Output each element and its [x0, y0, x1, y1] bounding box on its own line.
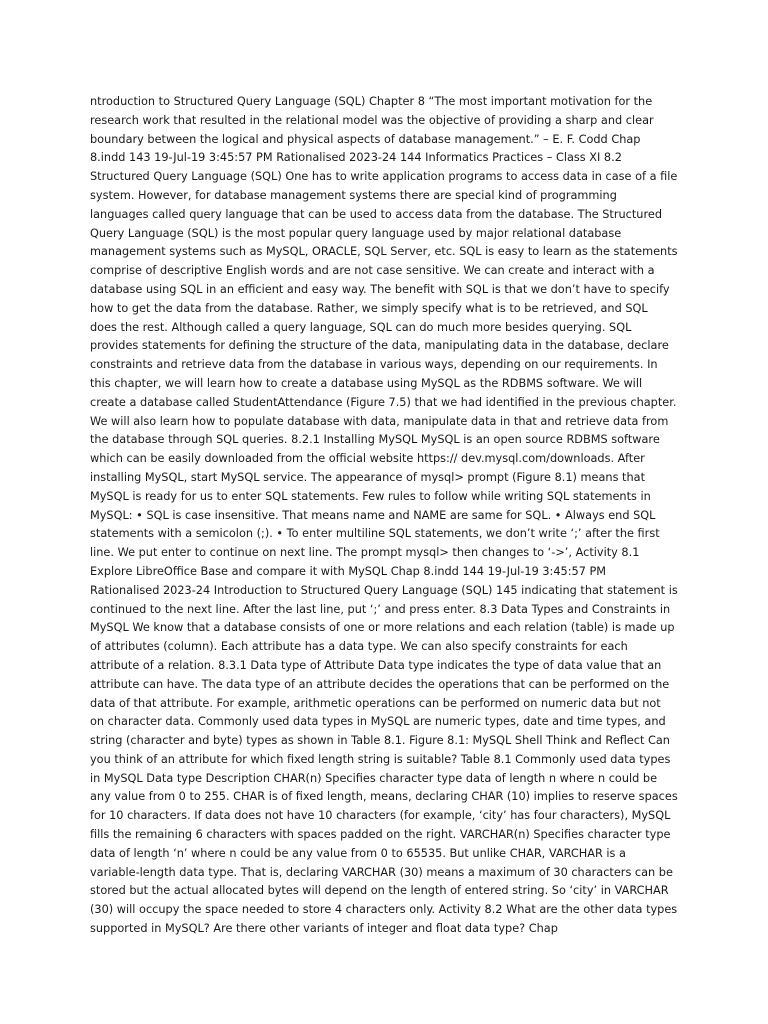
document-page — [90, 93, 678, 1013]
document-body-text: ntroduction to Structured Query Language (SQL) Chapter 8 “The most important motivation for the research work that resulted in the relational model was the objective of providing a sharp and clear boundary between the logical and physical aspects of database management.” – E. F. Codd Chap 8.indd 143 19-Jul-19 3:45:57 PM Rationalised 2023-24 144 Informatics Practices – Class XI 8.2 Structured Query Language (SQL) One has to write application programs to access data in case of a file system. However, for database management systems there are special kind of programming languages called query language that can be used to access data from the database. The Structured Query Language (SQL) is the most popular query language used by major relational database management systems such as MySQL, ORACLE, SQL Server, etc. SQL is easy to learn as the statements comprise of descriptive English words and are not case sensitive. We can create and interact with a database using SQL in an efficient and easy way. The benefit with SQL is that we don’t have to specify how to get the data from the database. Rather, we simply specify what is to be retrieved, and SQL does the rest. Although called a query language, SQL can do much more besides querying. SQL provides statements for defining the structure of the data, manipulating data in the database, declare constraints and retrieve data from the database in various ways, depending on our requirements. In this chapter, we will learn how to create a database using MySQL as the RDBMS software. We will create a database called StudentAttendance (Figure 7.5) that we had identified in the previous chapter. We will also learn how to populate database with data, manipulate data in that and retrieve data from the database through SQL queries. 8.2.1 Installing MySQL MySQL is an open source RDBMS software which can be easily downloaded from the official website https:// dev.mysql.com/downloads. After installing MySQL, start MySQL service. The appearance of mysql> prompt (Figure 8.1) means that MySQL is ready for us to enter SQL statements. Few rules to follow while writing SQL statements in MySQL: • SQL is case insensitive. That means name and NAME are same for SQL. • Always end SQL statements with a semicolon (;). • To enter multiline SQL statements, we don’t write ‘;’ after the first line. We put enter to continue on next line. The prompt mysql> then changes to ‘->’, Activity 8.1 Explore LibreOffice Base and compare it with MySQL Chap 8.indd 144 19-Jul-19 3:45:57 PM Rationalised 2023-24 Introduction to Structured Query Language (SQL) 145 indicating that statement is continued to the next line. After the last line, put ‘;’ and press enter. 8.3 Data Types and Constraints in MySQL We know that a database consists of one or more relations and each relation (table) is made up of attributes (column). Each attribute has a data type. We can also specify constraints for each attribute of a relation. 8.3.1 Data type of Attribute Data type indicates the type of data value that an attribute can have. The data type of an attribute decides the operations that can be performed on the data of that attribute. For example, arithmetic operations can be performed on numeric data but not on character data. Commonly used data types in MySQL are numeric types, date and time types, and string (character and byte) types as shown in Table 8.1. Figure 8.1: MySQL Shell Think and Reflect Can you think of an attribute for which fixed length string is suitable? Table 8.1 Commonly used data types in MySQL Data type Description CHAR(n) Specifies character type data of length n where n could be any value from 0 to 255. CHAR is of fixed length, means, declaring CHAR (10) implies to reserve spaces for 10 characters. If data does not have 10 characters (for example, ‘city’ has four characters), MySQL fills the remaining 6 characters with spaces padded on the right. VARCHAR(n) Specifies character type data of length ‘n’ where n could be any value from 0 to 65535. But unlike CHAR, VARCHAR is a variable-length data type. That is, declaring VARCHAR (30) means a maximum of 30 characters can be stored but the actual allocated bytes will depend on the length of entered string. So ‘city’ in VARCHAR (30) will occupy the space needed to store 4 characters only. Activity 8.2 What are the other data types supported in MySQL? Are there other variants of integer and float data type? Chap — [90, 95, 678, 936]
